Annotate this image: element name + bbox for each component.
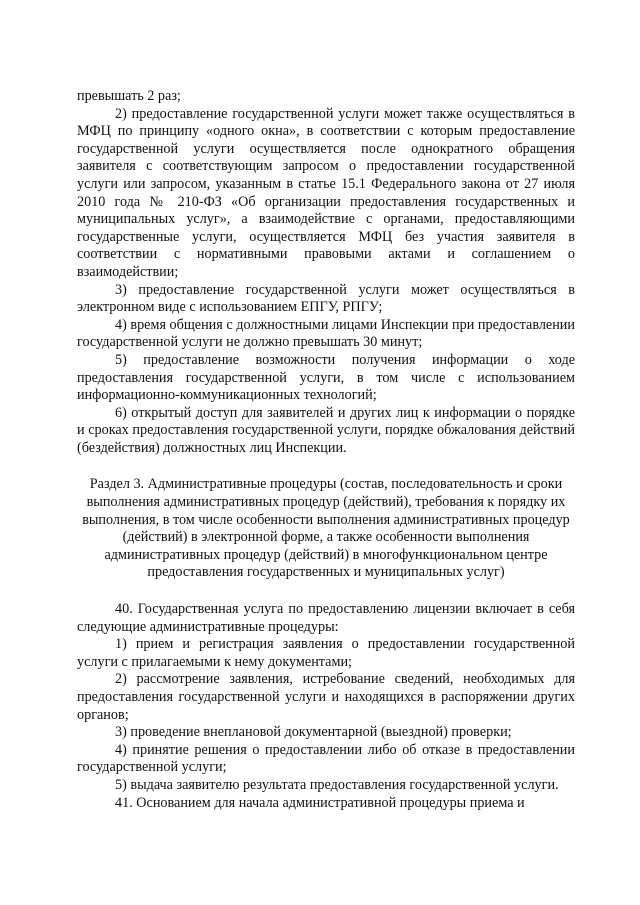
list-item-3: 3) предоставление государственной услуги может осуществляться в электронном виде с использованием ЕПГУ, РПГУ; <box>77 281 575 316</box>
list-item-4: 4) время общения с должностными лицами Инспекции при предоставлении государственной услуги не должно превышать 30 минут; <box>77 316 575 351</box>
procedure-item-5: 5) выдача заявителю результата предоставления государственной услуги. <box>115 776 559 793</box>
clause-41: 41. Основанием для начала административной процедуры приема и <box>115 794 525 811</box>
procedure-item-2: 2) рассмотрение заявления, истребование сведений, необходимых для предоставления государственной услуги и находящихся в распоряжении других органов; <box>77 671 575 723</box>
section-heading: Раздел 3. Административные процедуры (состав, последовательность и сроки выполнения административных процедур (действий), требования к порядку их выполнения, в том числе особенности выполнения административных процедур (действий) в электронной форме, а также особенности выполнения административных процедур (действий) в многофункциональном центре предоставления государственных и муниципальных услуг) <box>82 476 570 581</box>
procedure-item-1: 1) прием и регистрация заявления о предоставлении государственной услуги с прилагаемыми к нему документами; <box>77 636 575 670</box>
list-item-2: 2) предоставление государственной услуги может также осуществляться в МФЦ по принципу «одного окна», в соответствии с которым предоставление государственной услуги осуществляется после однократного обращения заявителя с соответствующим запросом о предоставлении государственной услуги или запросом, указанным в статье 15.1 Федерального закона от 27 июля 2010 года № 210-ФЗ «Об организации предоставления государственных и муниципальных услуг», а взаимодействие с органами, предоставляющими государственные услуги, осуществляется МФЦ без участия заявителя в соответствии с нормативными правовыми актами и соглашением о взаимодействии; <box>77 105 575 280</box>
procedure-item-4: 4) принятие решения о предоставлении либо об отказе в предоставлении государственной услуги; <box>77 741 575 776</box>
list-item-5: 5) предоставление возможности получения информации о ходе предоставления государственной услуги, в том числе с использованием информационно-коммуникационных технологий; <box>77 351 575 404</box>
paragraph-continuation: превышать 2 раз; <box>77 88 181 104</box>
list-item-6: 6) открытый доступ для заявителей и других лиц к информации о порядке и сроках предоставления государственной услуги, порядке обжалования действий (бездействия) должностных лиц Инспекции. <box>77 404 575 456</box>
procedure-item-3: 3) проведение внеплановой документарной (выездной) проверки; <box>115 724 512 741</box>
document-body <box>77 88 575 812</box>
clause-40: 40. Государственная услуга по предоставлению лицензии включает в себя следующие административные процедуры: <box>77 601 575 635</box>
